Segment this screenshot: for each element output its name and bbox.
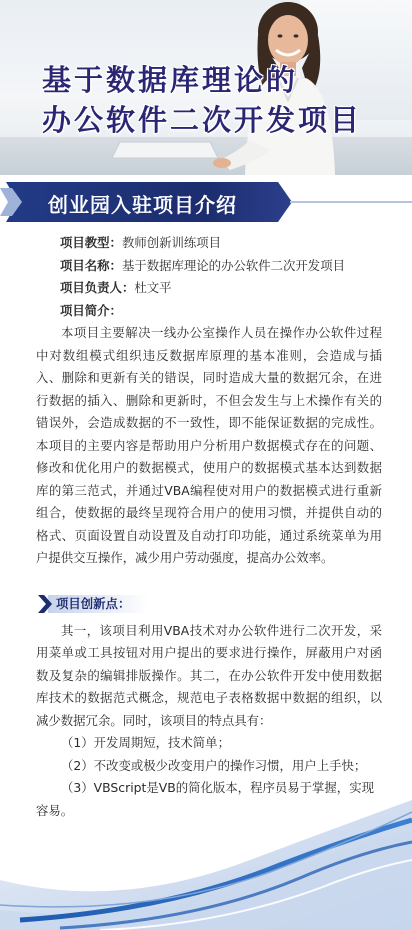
header-photo [0, 0, 412, 175]
keyboard-icon [110, 140, 220, 160]
meta-summary [60, 300, 382, 323]
meta-key: 项目简介： [60, 302, 122, 318]
meta-leader [60, 277, 382, 300]
feature-item: （2）不改变或极少改变用户的操作习惯，用户上手快； [61, 757, 367, 773]
meta-type [60, 232, 382, 255]
meta-value: 杜文平 [134, 280, 172, 295]
meta-name [60, 255, 382, 278]
banner-title: 创业园入驻项目介绍 [48, 193, 237, 217]
innovation-heading-text: 项目创新点： [56, 595, 131, 611]
innovation-paragraph: 其一，该项目利用VBA技术对办公软件进行二次开发，采用菜单或工具按钮对用户提出的要求进行操作，屏蔽用户对函数及复杂的编辑排版操作。其二，在办公软件开发中使用数据库技术的数据范式概念，规范电子表格数据中数据的组织，以减少数据冗余。同时，该项目的特点具有： [36, 622, 382, 728]
footer-wave-decoration [0, 760, 412, 930]
poster-title-line2: 办公软件二次开发项目 [42, 103, 363, 137]
meta-key: 项目负责人： [60, 280, 135, 295]
article-body [36, 232, 382, 822]
meta-value: 基于数据库理论的办公软件二次开发项目 [121, 257, 345, 273]
meta-key: 项目教型： [60, 235, 122, 250]
poster-title-line1: 基于数据库理论的 [42, 63, 299, 97]
intro-paragraph: 本项目主要解决一线办公室操作人员在操作办公软件过程中对数组模式组织违反数据库原理的基本准则，会造成与插入、删除和更新有关的错误，同时造成大量的数据冗余，在进行数据的插入、删除和更新时，不但会发生与上术操作有关的错误外，会造成数据的不一致性，即不能保证数据的完成性。本项目的主要内容是帮助用户分析用户数据模式存在的问题、修改和优化用户的数据模式，使用户的数据模式基本达到数据库的第三范式，并通过VBA编程使对用户的数据模式进行重新组合，使数据的最终呈现符合用户的使用习惯，并提供自动的格式、页面设置自动设置及自动打印功能，通过系统菜单为用户提供交互操作，减少用户劳动强度，提高办公效率。 [36, 325, 382, 565]
section-banner [0, 182, 412, 222]
innovation-heading [36, 592, 382, 616]
feature-item: （3）VBScript是VB的简化版本，程序员易于掌握，实现容易。 [36, 780, 374, 818]
meta-key: 项目名称： [60, 257, 122, 273]
meta-value: 教师创新训练项目 [121, 235, 222, 250]
spacer [36, 570, 382, 592]
feature-item: （1）开发周期短，技术简单； [61, 735, 230, 750]
